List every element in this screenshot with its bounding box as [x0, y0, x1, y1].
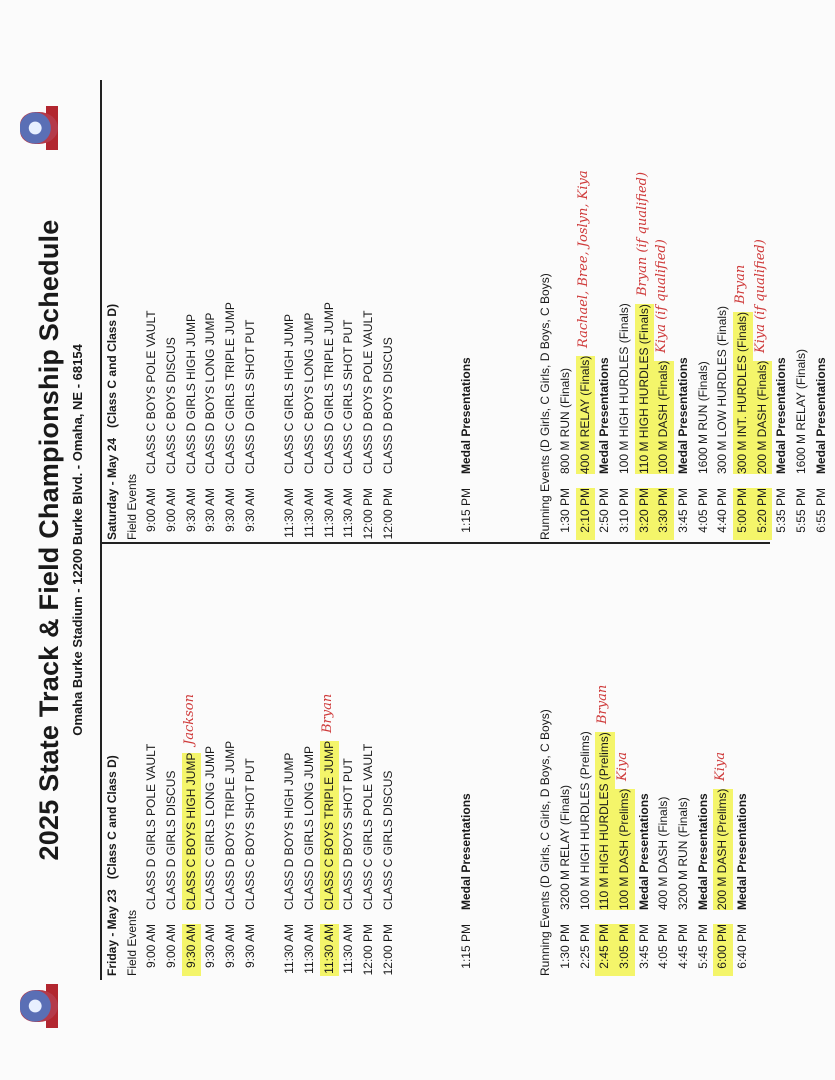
event-time: 9:30 AM	[203, 488, 218, 533]
schedule-row	[142, 273, 162, 540]
schedule-row	[615, 273, 635, 540]
schedule-row	[792, 273, 812, 540]
event-name: CLASS D BOYS POLE VAULT	[360, 310, 375, 474]
saturday-column	[103, 170, 831, 540]
schedule-row	[339, 709, 359, 976]
handwritten-note: Bryan	[733, 264, 748, 304]
event-name: 3200 M RUN (Finals)	[675, 797, 690, 910]
schedule-row	[654, 239, 674, 540]
event-time: 9:30 AM	[242, 488, 257, 533]
event-name: Medal Presentations	[813, 357, 828, 474]
event-name: CLASS C GIRLS TRIPLE JUMP	[223, 302, 238, 474]
event-name: CLASS C BOYS LONG JUMP	[301, 312, 316, 474]
event-name: CLASS C GIRLS LONG JUMP	[203, 745, 218, 910]
event-time: 3:05 PM	[615, 924, 635, 976]
event-time: 9:30 AM	[203, 924, 218, 969]
schedule-row	[201, 709, 221, 976]
handwritten-note: Rachael, Bree, Joslyn, Kiya	[575, 170, 591, 348]
saturday-field-label: Field Events	[124, 473, 139, 540]
event-time: 5:55 PM	[794, 488, 809, 533]
schedule-row	[181, 694, 202, 976]
saturday-running-label: Running Events (D Girls, C Girls, D Boys, C Boys)	[538, 273, 553, 540]
schedule-row	[241, 273, 261, 540]
schedule-row	[812, 273, 832, 540]
event-name: Medal Presentations	[597, 357, 612, 474]
event-name: Medal Presentations	[695, 793, 710, 910]
event-time: 11:30 AM	[341, 488, 356, 538]
event-time: 12:00 PM	[360, 488, 375, 540]
schedule-row	[300, 709, 320, 976]
event-name: CLASS D GIRLS SHOT PUT	[242, 319, 257, 474]
schedule-row	[615, 709, 635, 976]
handwritten-note: Bryan	[595, 684, 611, 724]
schedule-row	[201, 273, 221, 540]
schedule-row	[595, 273, 615, 540]
event-time: 4:05 PM	[656, 924, 671, 969]
schedule-row	[713, 273, 733, 540]
event-time: 5:35 PM	[774, 488, 789, 533]
column-divider	[100, 543, 770, 545]
event-name: 110 M HIGH HURDLES (Prelims)	[595, 732, 615, 910]
schedule-row	[182, 273, 202, 540]
event-time: 11:30 AM	[321, 488, 336, 538]
schedule-row	[556, 709, 576, 976]
saturday-header: Saturday - May 24	[105, 437, 119, 540]
event-name: 1600 M RELAY (Finals)	[794, 349, 809, 474]
schedule-row	[576, 709, 596, 976]
event-name: Medal Presentations	[675, 357, 690, 474]
schedule-row	[320, 273, 340, 540]
event-time: 11:30 AM	[341, 924, 356, 974]
page-title: 2025 State Track & Field Championship Schedule	[34, 219, 64, 861]
event-time: 1:30 PM	[557, 924, 572, 969]
event-name: 400 M RELAY (Finals)	[576, 356, 596, 474]
handwritten-note: Kiya	[713, 752, 729, 781]
schedule-row	[772, 273, 792, 540]
event-time: 1:30 PM	[557, 488, 572, 533]
friday-field-label: Field Events	[124, 909, 139, 976]
event-name: CLASS D BOYS SHOT PUT	[341, 758, 356, 910]
friday-header: Friday - May 23	[105, 889, 119, 976]
event-name: 200 M DASH (Prelims)	[713, 789, 733, 910]
event-time: 9:30 AM	[182, 924, 202, 976]
event-name: 200 M DASH (Finals)	[753, 361, 773, 474]
schedule-row	[713, 709, 733, 976]
event-name: 400 M DASH (Finals)	[656, 796, 671, 910]
event-name: CLASS D GIRLS LONG JUMP	[301, 745, 316, 910]
event-name: Medal Presentations	[636, 793, 651, 910]
schedule-row	[733, 709, 753, 976]
event-name: 800 M RUN (Finals)	[557, 367, 572, 474]
schedule-row	[694, 273, 714, 540]
event-name: 1600 M RUN (Finals)	[695, 361, 710, 474]
schedule-row	[654, 709, 674, 976]
schedule-row	[379, 709, 399, 976]
handwritten-note: Kiya (if qualified)	[752, 239, 768, 353]
friday-medal-row: 1:15 PMMedal Presentations	[459, 793, 474, 969]
event-name: CLASS D BOYS DISCUS	[380, 337, 395, 474]
event-time: 12:00 PM	[380, 488, 395, 540]
handwritten-note: Jackson	[181, 694, 197, 745]
event-time: 9:00 AM	[144, 924, 159, 969]
schedule-row	[142, 709, 162, 976]
event-name: CLASS D GIRLS TRIPLE JUMP	[321, 302, 336, 474]
event-name: CLASS D GIRLS HIGH JUMP	[183, 313, 198, 474]
schedule-row	[635, 709, 655, 976]
schedule-row	[595, 684, 615, 976]
schedule-row	[319, 693, 340, 976]
handwritten-note: Kiya (if qualified)	[654, 239, 670, 353]
event-time: 5:20 PM	[753, 488, 773, 540]
event-time: 4:40 PM	[715, 488, 730, 533]
event-time: 9:00 AM	[144, 488, 159, 533]
event-time: 11:30 AM	[301, 488, 316, 538]
schedule-row	[379, 273, 399, 540]
schedule-row	[241, 709, 261, 976]
event-name: CLASS C GIRLS DISCUS	[380, 770, 395, 910]
event-time: 11:30 AM	[282, 488, 297, 538]
event-name: CLASS C GIRLS POLE VAULT	[360, 743, 375, 910]
event-name: 100 M HIGH HURDLES (Prelims)	[577, 731, 592, 910]
friday-running-label: Running Events (D Girls, C Girls, D Boys, C Boys)	[538, 709, 553, 976]
schedule-row	[694, 709, 714, 976]
event-name: CLASS C BOYS DISCUS	[164, 337, 179, 474]
handwritten-note: Bryan	[319, 693, 335, 733]
event-name: 3200 M RELAY (Finals)	[557, 785, 572, 910]
event-time: 9:00 AM	[164, 924, 179, 969]
event-time: 4:05 PM	[695, 488, 710, 533]
header-rule	[100, 80, 102, 980]
event-name: CLASS D BOYS HIGH JUMP	[282, 752, 297, 910]
event-time: 9:30 AM	[183, 488, 198, 533]
event-time: 11:30 AM	[282, 924, 297, 974]
event-time: 5:00 PM	[733, 488, 753, 540]
event-time: 3:10 PM	[616, 488, 631, 533]
event-time: 6:40 PM	[735, 924, 749, 969]
schedule-row	[752, 239, 773, 540]
event-name: CLASS C BOYS POLE VAULT	[144, 310, 159, 474]
friday-column	[103, 684, 753, 976]
schedule-row	[162, 709, 182, 976]
event-time: 9:30 AM	[223, 924, 238, 969]
event-name: Medal Presentations	[774, 357, 789, 474]
event-time: 2:10 PM	[576, 488, 596, 540]
schedule-row	[339, 273, 359, 540]
event-name: CLASS D BOYS TRIPLE JUMP	[223, 740, 238, 910]
event-name: CLASS D GIRLS POLE VAULT	[144, 743, 159, 910]
schedule-row	[674, 709, 694, 976]
saturday-medal-row: 1:15 PMMedal Presentations	[459, 357, 474, 533]
saturday-classes: (Class C and Class D)	[105, 303, 119, 428]
event-time: 6:55 PM	[813, 488, 828, 533]
event-time: 5:45 PM	[695, 924, 710, 969]
event-time: 3:45 PM	[636, 924, 651, 969]
event-name: 100 M DASH (Finals)	[654, 361, 674, 474]
event-name: 300 M LOW HURDLES (Finals)	[715, 305, 730, 474]
schedule-row	[575, 170, 596, 540]
page-subtitle: Omaha Burke Stadium - 12200 Burke Blvd. - Omaha, NE - 68154	[70, 344, 85, 736]
schedule-row	[300, 273, 320, 540]
event-time: 3:20 PM	[635, 488, 655, 540]
event-name: CLASS D GIRLS DISCUS	[164, 770, 179, 910]
schedule-row	[162, 273, 182, 540]
event-name: Medal Presentations	[735, 793, 749, 910]
event-name: CLASS C BOYS TRIPLE JUMP	[320, 741, 340, 910]
handwritten-note: Kiya	[614, 752, 630, 781]
event-time: 9:30 AM	[242, 924, 257, 969]
schedule-row	[359, 273, 379, 540]
schedule-row	[674, 273, 694, 540]
event-time: 3:30 PM	[654, 488, 674, 540]
event-name: 110 M HIGH HURDLES (Finals)	[635, 304, 655, 474]
event-name: CLASS C BOYS SHOT PUT	[242, 758, 257, 910]
event-name: 100 M DASH (Prelims)	[615, 789, 635, 910]
schedule-row	[221, 709, 241, 976]
event-time: 2:50 PM	[597, 488, 612, 533]
event-time: 11:30 AM	[320, 924, 340, 976]
event-time: 2:45 PM	[595, 924, 615, 976]
event-time: 11:30 AM	[301, 924, 316, 974]
event-name: CLASS C GIRLS SHOT PUT	[341, 319, 356, 474]
event-time: 4:45 PM	[675, 924, 690, 969]
event-time: 6:00 PM	[713, 924, 733, 976]
schedule-row	[280, 273, 300, 540]
event-name: CLASS C GIRLS HIGH JUMP	[282, 313, 297, 474]
event-time: 2:25 PM	[577, 924, 592, 969]
handwritten-note: Bryan (if qualified)	[634, 171, 650, 296]
event-name: CLASS D BOYS LONG JUMP	[203, 312, 218, 474]
event-time: 12:00 PM	[360, 924, 375, 976]
event-time: 3:45 PM	[675, 488, 690, 533]
event-time: 9:00 AM	[164, 488, 179, 533]
event-name: 100 M HIGH HURDLES (Finals)	[616, 303, 631, 474]
event-time: 12:00 PM	[380, 924, 395, 976]
event-time: 9:30 AM	[223, 488, 238, 533]
event-name: CLASS C BOYS HIGH JUMP	[182, 753, 202, 910]
friday-classes: (Class C and Class D)	[105, 755, 119, 880]
schedule-row	[280, 709, 300, 976]
schedule-row	[221, 273, 241, 540]
schedule-row	[359, 709, 379, 976]
event-name: 300 M INT. HURDLES (Finals)	[733, 312, 753, 474]
